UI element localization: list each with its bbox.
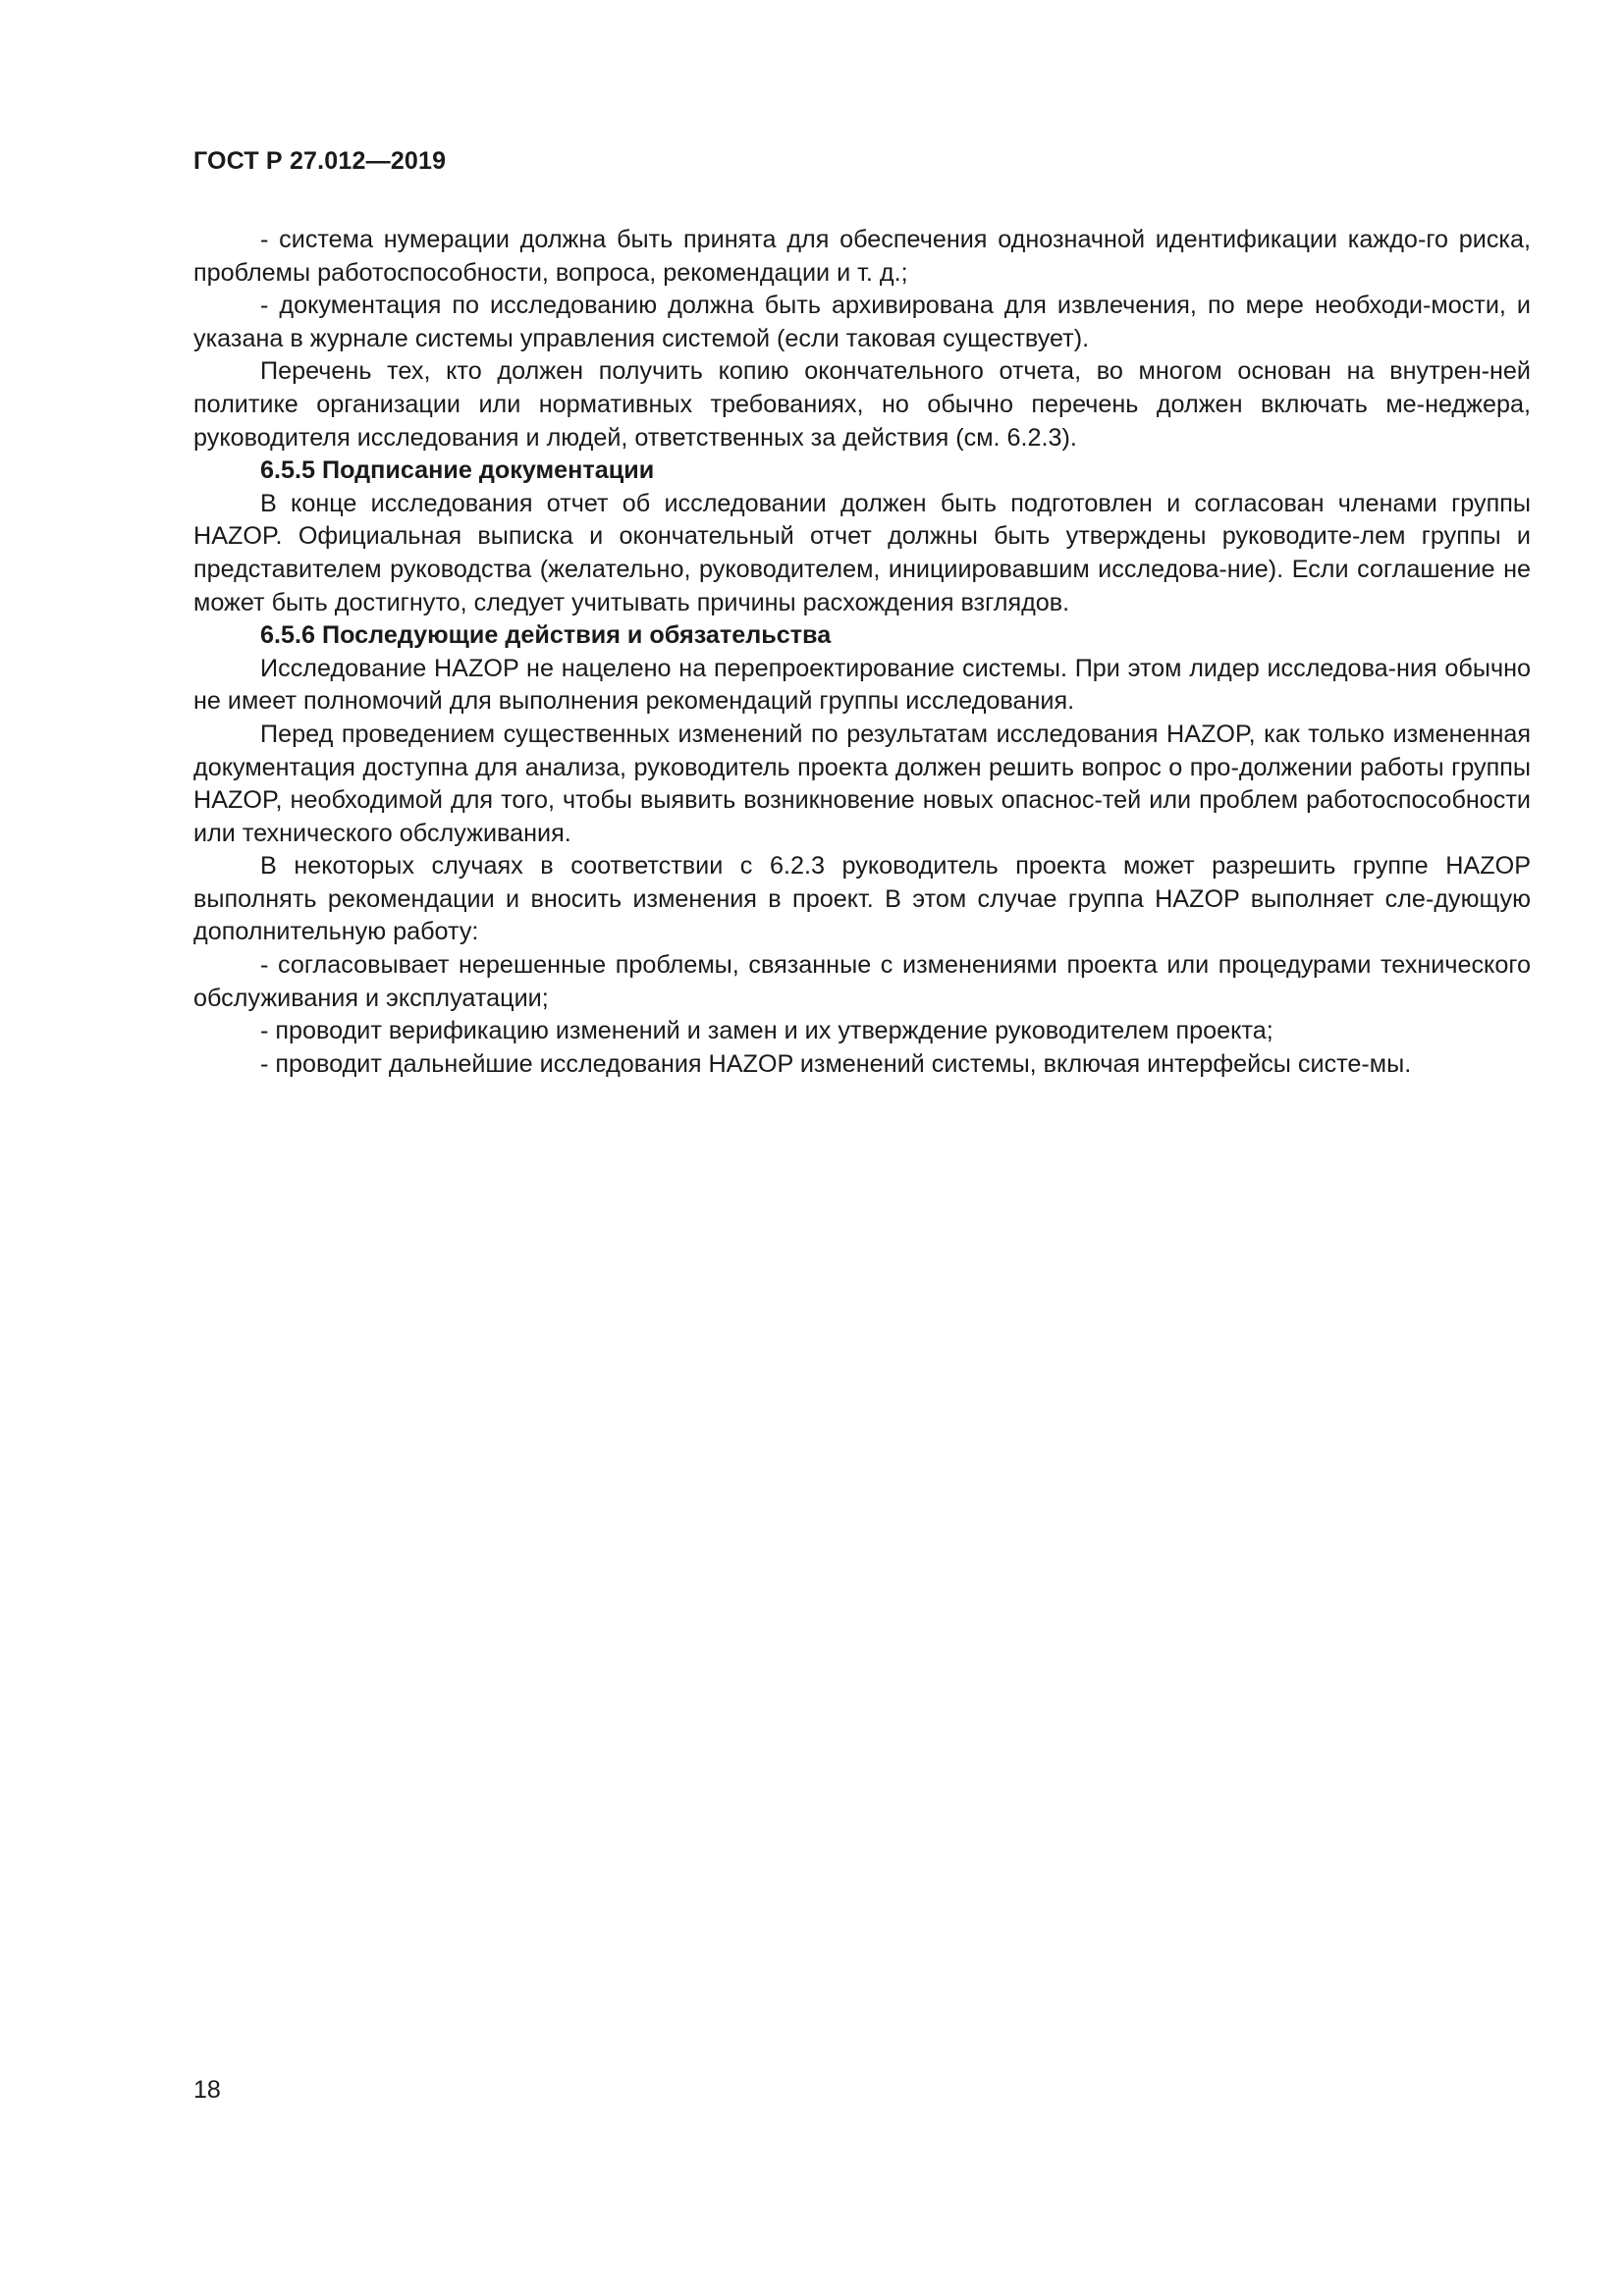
page-number: 18 <box>193 2076 221 2104</box>
paragraph-hazop-scope: Исследование HAZOP не нацелено на перепроектирование системы. При этом лидер исследова-ния обычно не имеет полномочий для выполнения рекомендаций группы исследования. <box>193 654 1531 716</box>
section-heading-6-5-5: 6.5.5 Подписание документации <box>260 456 655 485</box>
paragraph-report-approval: В конце исследования отчет об исследовании должен быть подготовлен и согласован членами группы HAZOP. Официальная выписка и окончательный отчет должны быть утверждены руководите-лем группы и представителем руководства (желательно, руководителем, инициировавшим исследова-ние). Если соглашение не может быть достигнуто, следует учитывать причины расхождения взглядов. <box>193 489 1531 616</box>
list-item-further-studies: - проводит дальнейшие исследования HAZOP изменений системы, включая интерфейсы систе-мы. <box>260 1049 1412 1078</box>
paragraph-report-recipients: Перечень тех, кто должен получить копию окончательного отчета, во многом основан на внутрен-ней политике организации или нормативных требованиях, но обычно перечень должен включать ме-неджера, руководителя исследования и людей, ответственных за действия (см. 6.2.3). <box>193 357 1531 452</box>
list-item-documentation-archive: - документация по исследованию должна быть архивирована для извлечения, по мере необходи-мости, и указана в журнале системы управления системой (если таковая существует). <box>193 292 1531 352</box>
list-item-numbering-system: - система нумерации должна быть принята для обеспечения однозначной идентификации каждо-го риска, проблемы работоспособности, вопроса, рекомендации и т. д.; <box>193 226 1531 287</box>
paragraph-changes-review: Перед проведением существенных изменений по результатам исследования HAZOP, как только измененная документация доступна для анализа, руководитель проекта должен решить вопрос о про-должении работы группы HAZOP, необходимой для того, чтобы выявить возникновение новых опаснос-тей или проблем работоспособности или технического обслуживания. <box>193 720 1531 847</box>
list-item-verification: - проводит верификацию изменений и замен и их утверждение руководителем проекта; <box>260 1017 1273 1045</box>
document-body <box>193 224 1531 1081</box>
list-item-resolve-issues: - согласовывает нерешенные проблемы, связанные с изменениями проекта или процедурами технического обслуживания и эксплуатации; <box>193 951 1531 1012</box>
section-heading-6-5-6: 6.5.6 Последующие действия и обязательства <box>260 621 832 650</box>
document-code-header: ГОСТ Р 27.012—2019 <box>193 147 447 175</box>
paragraph-additional-work: В некоторых случаях в соответствии с 6.2.3 руководитель проекта может разрешить группе HAZOP выполнять рекомендации и вносить изменения в проект. В этом случае группа HAZOP выполняет сле-дующую дополнительную работу: <box>193 852 1531 946</box>
